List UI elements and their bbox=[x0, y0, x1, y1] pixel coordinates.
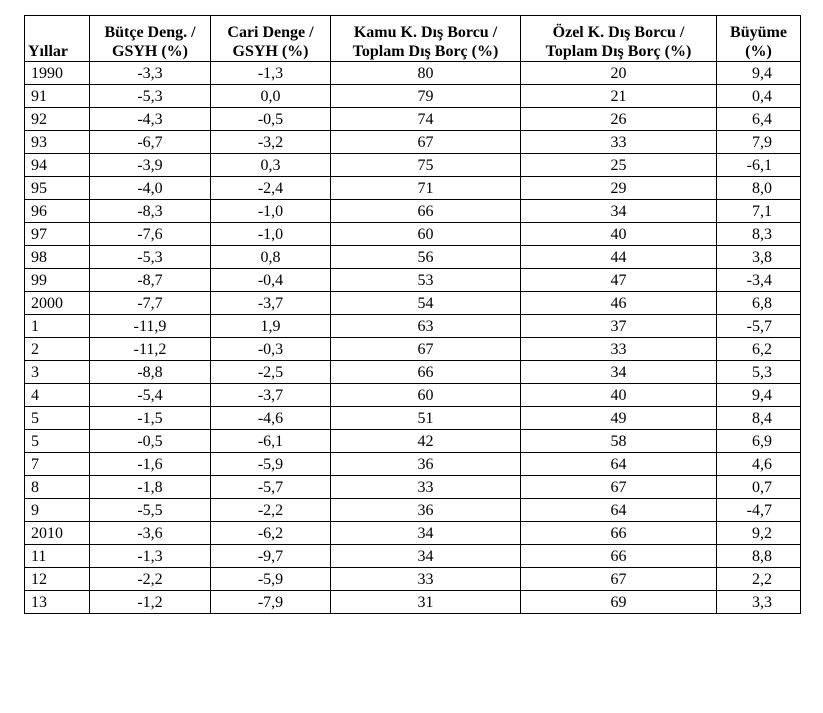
cell-year: 96 bbox=[25, 200, 90, 223]
table-row bbox=[25, 269, 801, 292]
cell-current-account: -5,9 bbox=[211, 568, 331, 591]
table-row bbox=[25, 499, 801, 522]
cell-year: 11 bbox=[25, 545, 90, 568]
cell-current-account: -4,6 bbox=[211, 407, 331, 430]
cell-current-account: -3,7 bbox=[211, 384, 331, 407]
cell-private-debt: 21 bbox=[521, 85, 717, 108]
header-current-account: Cari Denge / GSYH (%) bbox=[211, 16, 331, 62]
cell-budget-balance: -5,3 bbox=[90, 246, 211, 269]
header-budget-balance: Bütçe Deng. / GSYH (%) bbox=[90, 16, 211, 62]
cell-current-account: -7,9 bbox=[211, 591, 331, 614]
cell-growth: 9,4 bbox=[717, 384, 801, 407]
cell-public-debt: 66 bbox=[331, 200, 521, 223]
cell-current-account: -9,7 bbox=[211, 545, 331, 568]
cell-public-debt: 33 bbox=[331, 568, 521, 591]
cell-budget-balance: -0,5 bbox=[90, 430, 211, 453]
header-row bbox=[25, 16, 801, 62]
cell-private-debt: 25 bbox=[521, 154, 717, 177]
cell-year: 95 bbox=[25, 177, 90, 200]
cell-budget-balance: -2,2 bbox=[90, 568, 211, 591]
cell-growth: 7,9 bbox=[717, 131, 801, 154]
cell-public-debt: 36 bbox=[331, 499, 521, 522]
cell-private-debt: 34 bbox=[521, 200, 717, 223]
cell-growth: 3,8 bbox=[717, 246, 801, 269]
cell-private-debt: 69 bbox=[521, 591, 717, 614]
table-row bbox=[25, 85, 801, 108]
cell-growth: 0,4 bbox=[717, 85, 801, 108]
table-row bbox=[25, 154, 801, 177]
cell-public-debt: 56 bbox=[331, 246, 521, 269]
table-row bbox=[25, 200, 801, 223]
cell-private-debt: 40 bbox=[521, 223, 717, 246]
cell-growth: 6,9 bbox=[717, 430, 801, 453]
table-row bbox=[25, 453, 801, 476]
cell-private-debt: 33 bbox=[521, 131, 717, 154]
cell-private-debt: 29 bbox=[521, 177, 717, 200]
cell-public-debt: 31 bbox=[331, 591, 521, 614]
cell-private-debt: 44 bbox=[521, 246, 717, 269]
table-body bbox=[25, 62, 801, 614]
cell-current-account: -1,0 bbox=[211, 200, 331, 223]
cell-current-account: 0,8 bbox=[211, 246, 331, 269]
header-public-external-debt: Kamu K. Dış Borcu / Toplam Dış Borç (%) bbox=[331, 16, 521, 62]
cell-year: 4 bbox=[25, 384, 90, 407]
cell-private-debt: 66 bbox=[521, 545, 717, 568]
cell-private-debt: 46 bbox=[521, 292, 717, 315]
cell-private-debt: 67 bbox=[521, 568, 717, 591]
cell-budget-balance: -8,3 bbox=[90, 200, 211, 223]
cell-current-account: 0,3 bbox=[211, 154, 331, 177]
cell-public-debt: 42 bbox=[331, 430, 521, 453]
cell-public-debt: 74 bbox=[331, 108, 521, 131]
cell-private-debt: 64 bbox=[521, 453, 717, 476]
cell-budget-balance: -7,6 bbox=[90, 223, 211, 246]
cell-current-account: -3,2 bbox=[211, 131, 331, 154]
table-row bbox=[25, 315, 801, 338]
cell-budget-balance: -1,8 bbox=[90, 476, 211, 499]
cell-public-debt: 60 bbox=[331, 384, 521, 407]
table-row bbox=[25, 591, 801, 614]
cell-public-debt: 34 bbox=[331, 545, 521, 568]
cell-current-account: -0,3 bbox=[211, 338, 331, 361]
cell-private-debt: 58 bbox=[521, 430, 717, 453]
cell-budget-balance: -11,9 bbox=[90, 315, 211, 338]
cell-growth: 8,3 bbox=[717, 223, 801, 246]
table-row bbox=[25, 384, 801, 407]
cell-budget-balance: -3,6 bbox=[90, 522, 211, 545]
cell-public-debt: 63 bbox=[331, 315, 521, 338]
cell-private-debt: 49 bbox=[521, 407, 717, 430]
table-row bbox=[25, 177, 801, 200]
cell-budget-balance: -4,3 bbox=[90, 108, 211, 131]
table-row bbox=[25, 246, 801, 269]
table-row bbox=[25, 223, 801, 246]
cell-current-account: -6,2 bbox=[211, 522, 331, 545]
cell-public-debt: 53 bbox=[331, 269, 521, 292]
cell-public-debt: 51 bbox=[331, 407, 521, 430]
cell-current-account: 1,9 bbox=[211, 315, 331, 338]
cell-budget-balance: -1,3 bbox=[90, 545, 211, 568]
cell-budget-balance: -8,7 bbox=[90, 269, 211, 292]
cell-year: 13 bbox=[25, 591, 90, 614]
header-years: Yıllar bbox=[25, 16, 90, 62]
cell-budget-balance: -7,7 bbox=[90, 292, 211, 315]
cell-year: 2000 bbox=[25, 292, 90, 315]
cell-budget-balance: -4,0 bbox=[90, 177, 211, 200]
cell-growth: 6,8 bbox=[717, 292, 801, 315]
cell-growth: 4,6 bbox=[717, 453, 801, 476]
cell-public-debt: 66 bbox=[331, 361, 521, 384]
cell-public-debt: 71 bbox=[331, 177, 521, 200]
table-row bbox=[25, 108, 801, 131]
cell-growth: 2,2 bbox=[717, 568, 801, 591]
cell-budget-balance: -11,2 bbox=[90, 338, 211, 361]
cell-year: 5 bbox=[25, 407, 90, 430]
cell-growth: 9,4 bbox=[717, 62, 801, 85]
table-row bbox=[25, 292, 801, 315]
cell-year: 1 bbox=[25, 315, 90, 338]
cell-year: 2010 bbox=[25, 522, 90, 545]
cell-budget-balance: -6,7 bbox=[90, 131, 211, 154]
cell-growth: 0,7 bbox=[717, 476, 801, 499]
cell-public-debt: 67 bbox=[331, 131, 521, 154]
table-row bbox=[25, 131, 801, 154]
cell-year: 8 bbox=[25, 476, 90, 499]
economic-data-table bbox=[24, 15, 801, 614]
cell-growth: 6,2 bbox=[717, 338, 801, 361]
cell-growth: 8,4 bbox=[717, 407, 801, 430]
cell-budget-balance: -8,8 bbox=[90, 361, 211, 384]
cell-current-account: -3,7 bbox=[211, 292, 331, 315]
cell-year: 91 bbox=[25, 85, 90, 108]
cell-budget-balance: -5,5 bbox=[90, 499, 211, 522]
header-private-external-debt: Özel K. Dış Borcu / Toplam Dış Borç (%) bbox=[521, 16, 717, 62]
cell-public-debt: 33 bbox=[331, 476, 521, 499]
cell-current-account: 0,0 bbox=[211, 85, 331, 108]
cell-year: 99 bbox=[25, 269, 90, 292]
cell-year: 7 bbox=[25, 453, 90, 476]
cell-year: 12 bbox=[25, 568, 90, 591]
cell-growth: 8,8 bbox=[717, 545, 801, 568]
cell-current-account: -2,4 bbox=[211, 177, 331, 200]
cell-year: 97 bbox=[25, 223, 90, 246]
cell-growth: 8,0 bbox=[717, 177, 801, 200]
cell-public-debt: 34 bbox=[331, 522, 521, 545]
cell-public-debt: 67 bbox=[331, 338, 521, 361]
cell-year: 93 bbox=[25, 131, 90, 154]
cell-growth: -4,7 bbox=[717, 499, 801, 522]
cell-growth: 9,2 bbox=[717, 522, 801, 545]
cell-private-debt: 33 bbox=[521, 338, 717, 361]
cell-year: 1990 bbox=[25, 62, 90, 85]
cell-private-debt: 34 bbox=[521, 361, 717, 384]
cell-current-account: -2,5 bbox=[211, 361, 331, 384]
cell-year: 9 bbox=[25, 499, 90, 522]
cell-current-account: -2,2 bbox=[211, 499, 331, 522]
cell-year: 3 bbox=[25, 361, 90, 384]
table-row bbox=[25, 407, 801, 430]
cell-budget-balance: -3,3 bbox=[90, 62, 211, 85]
cell-current-account: -6,1 bbox=[211, 430, 331, 453]
cell-growth: -5,7 bbox=[717, 315, 801, 338]
cell-private-debt: 37 bbox=[521, 315, 717, 338]
table-row bbox=[25, 522, 801, 545]
cell-private-debt: 47 bbox=[521, 269, 717, 292]
cell-year: 5 bbox=[25, 430, 90, 453]
cell-growth: 3,3 bbox=[717, 591, 801, 614]
cell-budget-balance: -5,3 bbox=[90, 85, 211, 108]
cell-private-debt: 67 bbox=[521, 476, 717, 499]
table-row bbox=[25, 430, 801, 453]
cell-public-debt: 36 bbox=[331, 453, 521, 476]
table-row bbox=[25, 545, 801, 568]
cell-private-debt: 66 bbox=[521, 522, 717, 545]
header-growth: Büyüme (%) bbox=[717, 16, 801, 62]
cell-year: 98 bbox=[25, 246, 90, 269]
cell-current-account: -0,5 bbox=[211, 108, 331, 131]
table-row bbox=[25, 62, 801, 85]
cell-private-debt: 20 bbox=[521, 62, 717, 85]
table-row bbox=[25, 338, 801, 361]
cell-growth: 6,4 bbox=[717, 108, 801, 131]
cell-public-debt: 79 bbox=[331, 85, 521, 108]
table-row bbox=[25, 476, 801, 499]
cell-growth: -6,1 bbox=[717, 154, 801, 177]
cell-budget-balance: -5,4 bbox=[90, 384, 211, 407]
cell-current-account: -1,3 bbox=[211, 62, 331, 85]
cell-budget-balance: -1,2 bbox=[90, 591, 211, 614]
cell-private-debt: 64 bbox=[521, 499, 717, 522]
cell-year: 94 bbox=[25, 154, 90, 177]
cell-budget-balance: -1,6 bbox=[90, 453, 211, 476]
cell-current-account: -5,9 bbox=[211, 453, 331, 476]
cell-public-debt: 54 bbox=[331, 292, 521, 315]
cell-growth: 5,3 bbox=[717, 361, 801, 384]
cell-current-account: -5,7 bbox=[211, 476, 331, 499]
cell-public-debt: 75 bbox=[331, 154, 521, 177]
cell-current-account: -0,4 bbox=[211, 269, 331, 292]
cell-public-debt: 60 bbox=[331, 223, 521, 246]
cell-private-debt: 26 bbox=[521, 108, 717, 131]
cell-private-debt: 40 bbox=[521, 384, 717, 407]
table-row bbox=[25, 361, 801, 384]
cell-growth: 7,1 bbox=[717, 200, 801, 223]
cell-current-account: -1,0 bbox=[211, 223, 331, 246]
cell-growth: -3,4 bbox=[717, 269, 801, 292]
cell-budget-balance: -1,5 bbox=[90, 407, 211, 430]
cell-year: 2 bbox=[25, 338, 90, 361]
cell-public-debt: 80 bbox=[331, 62, 521, 85]
cell-year: 92 bbox=[25, 108, 90, 131]
table-row bbox=[25, 568, 801, 591]
cell-budget-balance: -3,9 bbox=[90, 154, 211, 177]
